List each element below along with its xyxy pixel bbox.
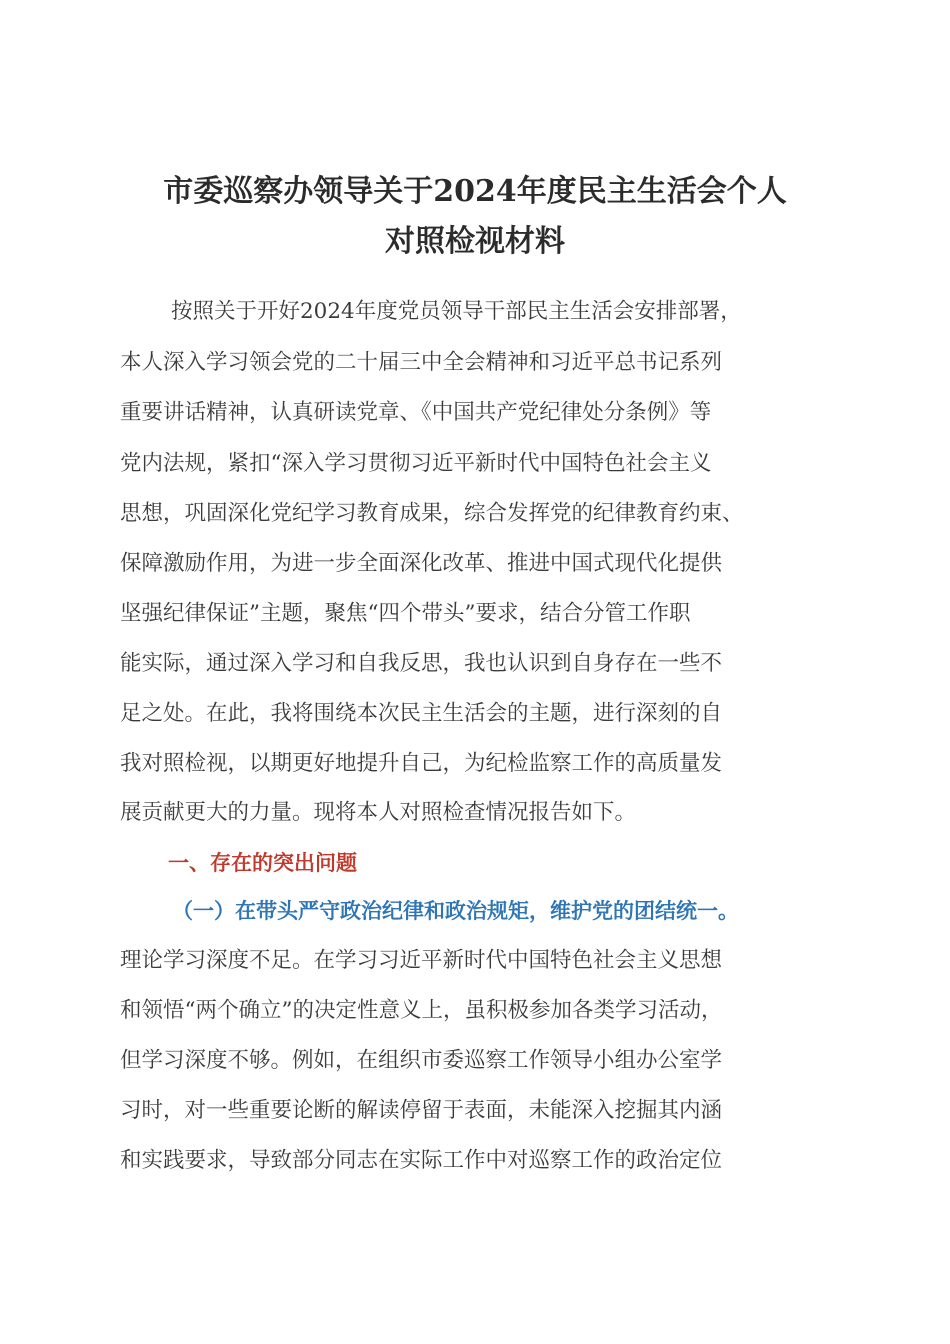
intro-line: 足之处。在此，我将围绕本次民主生活会的主题，进行深刻的自 [120, 701, 723, 726]
document-title-line-1: 市委巡察办领导关于2024年度民主生活会个人 [163, 174, 787, 209]
body-line: 习时，对一些重要论断的解读停留于表面，未能深入挖掘其内涵 [120, 1098, 723, 1123]
subsection-heading-political-discipline: （一）在带头严守政治纪律和政治规矩，维护党的团结统一。 [172, 898, 739, 923]
intro-line: 本人深入学习领会党的二十届三中全会精神和习近平总书记系列 [120, 350, 723, 375]
intro-line: 坚强纪律保证”主题，聚焦“四个带头”要求，结合分管工作职 [120, 601, 691, 626]
body-line: 和实践要求，导致部分同志在实际工作中对巡察工作的政治定位 [120, 1148, 723, 1173]
section-heading-problems: 一、存在的突出问题 [168, 851, 357, 875]
body-line: 理论学习深度不足。在学习习近平新时代中国特色社会主义思想 [120, 948, 723, 973]
body-line: 和领悟“两个确立”的决定性意义上，虽积极参加各类学习活动， [120, 998, 723, 1023]
intro-line: 能实际，通过深入学习和自我反思，我也认识到自身存在一些不 [120, 651, 723, 676]
intro-line: 党内法规，紧扣“深入学习贯彻习近平新时代中国特色社会主义 [120, 451, 712, 476]
intro-line: 保障激励作用，为进一步全面深化改革、推进中国式现代化提供 [120, 551, 723, 576]
body-line: 但学习深度不够。例如，在组织市委巡察工作领导小组办公室学 [120, 1048, 723, 1073]
intro-line: 重要讲话精神，认真研读党章、《中国共产党纪律处分条例》等 [120, 400, 712, 425]
intro-line: 思想，巩固深化党纪学习教育成果，综合发挥党的纪律教育约束、 [120, 501, 744, 526]
intro-line: 我对照检视，以期更好地提升自己，为纪检监察工作的高质量发 [120, 751, 723, 776]
document-title-line-2: 对照检视材料 [385, 224, 565, 259]
intro-line: 展贡献更大的力量。现将本人对照检查情况报告如下。 [120, 800, 637, 825]
intro-line: 按照关于开好2024年度党员领导干部民主生活会安排部署， [171, 299, 742, 324]
